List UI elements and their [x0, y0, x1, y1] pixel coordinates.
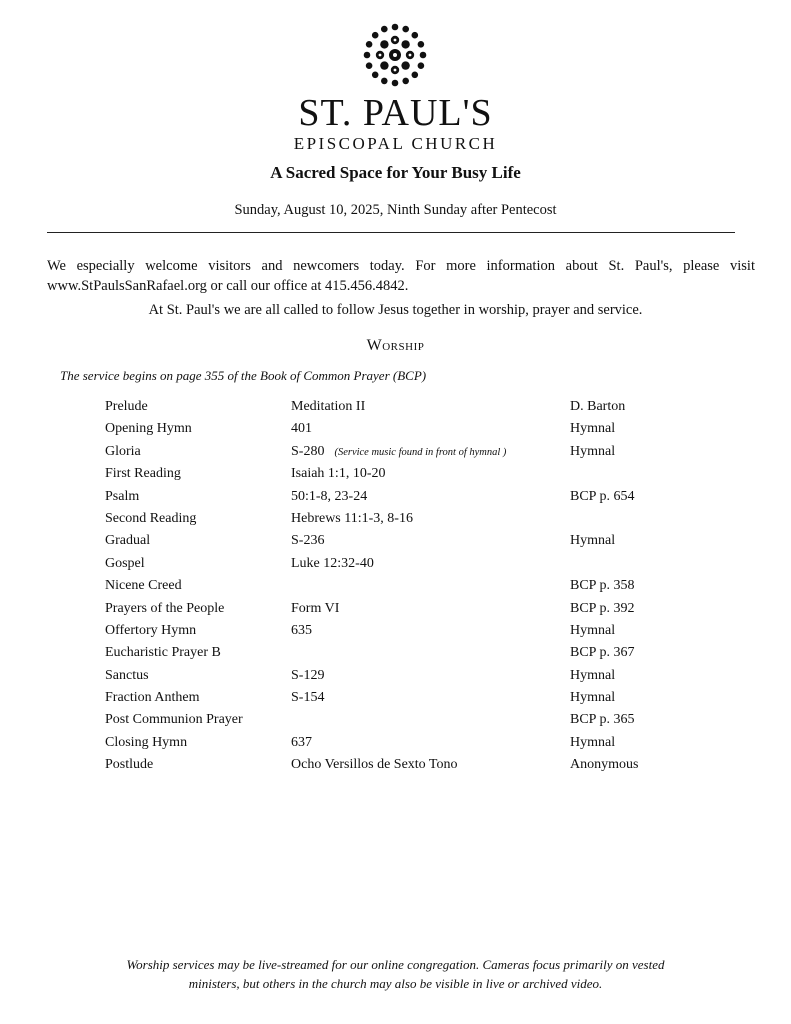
service-part: First Reading: [105, 466, 181, 482]
service-detail: [291, 418, 312, 440]
service-row: [105, 732, 705, 754]
service-row: [105, 508, 705, 530]
service-part: Post Communion Prayer: [105, 712, 243, 728]
service-source: Hymnal: [570, 443, 616, 459]
service-detail: [291, 598, 339, 620]
detail-text: Luke 12:32-40: [291, 555, 374, 571]
service-detail: [291, 553, 374, 575]
service-source: Hymnal: [570, 734, 616, 750]
service-part: Prayers of the People: [105, 600, 225, 616]
service-row: [105, 486, 705, 508]
detail-text: Meditation II: [291, 399, 366, 414]
tagline: A Sacred Space for Your Busy Life: [270, 163, 521, 182]
service-part: Fraction Anthem: [105, 690, 200, 706]
service-part: Psalm: [105, 488, 140, 504]
service-source: Hymnal: [570, 690, 616, 706]
divider: [47, 232, 735, 233]
service-part: Sanctus: [105, 667, 149, 683]
detail-text: Ocho Versillos de Sexto Tono: [291, 757, 458, 773]
service-part: Gloria: [105, 443, 141, 459]
service-part: Postlude: [105, 757, 154, 773]
detail-text: S-236: [291, 533, 325, 549]
service-source: BCP p. 358: [570, 578, 635, 594]
detail-text: 50:1-8, 23-24: [291, 488, 368, 504]
service-detail: [291, 665, 324, 687]
service-row: [105, 530, 705, 552]
service-detail: [291, 486, 367, 508]
church-subtitle: EPISCOPAL CHURCH: [293, 134, 498, 153]
service-source: Hymnal: [570, 622, 616, 638]
service-source: BCP p. 392: [570, 600, 635, 616]
service-row: [105, 665, 705, 687]
detail-text: 635: [291, 622, 312, 638]
service-part: Nicene Creed: [105, 578, 182, 594]
service-source: Hymnal: [570, 667, 616, 683]
detail-text: 401: [291, 421, 312, 437]
service-source: BCP p. 365: [570, 712, 635, 728]
service-row: [105, 642, 705, 664]
detail-text: S-129: [291, 667, 325, 683]
service-detail: [291, 463, 385, 485]
service-row: [105, 754, 705, 776]
service-row: [105, 575, 705, 597]
detail-text: S-154: [291, 690, 325, 706]
service-part: Closing Hymn: [105, 734, 188, 750]
service-part: Second Reading: [105, 510, 197, 526]
service-detail: [291, 396, 365, 418]
detail-text: Form VI: [291, 600, 340, 616]
rose-window-logo: [362, 22, 428, 88]
service-source: BCP p. 367: [570, 645, 635, 661]
service-part: Gospel: [105, 555, 145, 571]
service-row: [105, 687, 705, 709]
detail-text: 637: [291, 734, 312, 750]
service-part: Eucharistic Prayer B: [105, 645, 221, 661]
service-detail: [291, 530, 324, 552]
service-part: Opening Hymn: [105, 421, 192, 437]
service-detail: [291, 687, 324, 709]
service-part: Offertory Hymn: [105, 622, 197, 638]
service-detail: [291, 508, 413, 530]
service-intro: The service begins on page 355 of the Book of Common Prayer (BCP): [60, 368, 427, 383]
service-source: Hymnal: [570, 533, 616, 549]
service-detail: [291, 441, 506, 464]
service-part: Gradual: [105, 533, 151, 549]
service-row: [105, 441, 705, 463]
service-source: Anonymous: [570, 757, 639, 773]
service-row: [105, 418, 705, 440]
service-note: (Service music found in front of hymnal ): [334, 446, 507, 458]
service-row: [105, 620, 705, 642]
mission-statement: At St. Paul's we are all called to follow Jesus together in worship, prayer and service.: [148, 302, 643, 318]
detail-text: Hebrews 11:1-3, 8-16: [291, 510, 413, 526]
service-row: [105, 709, 705, 731]
service-detail: [291, 754, 458, 776]
welcome-paragraph: We especially welcome visitors and newcomers today. For more information about St. Paul's, please visit www.StPaulsSanRafael.org or call our office at 415.456.4842.: [47, 258, 755, 294]
service-row: [105, 396, 705, 418]
worship-heading: Worship: [366, 337, 425, 354]
service-source: BCP p. 654: [570, 488, 635, 504]
service-detail: [291, 620, 312, 642]
service-detail: [291, 732, 312, 754]
service-source: D. Barton: [570, 399, 626, 414]
detail-text: Isaiah 1:1, 10-20: [291, 466, 386, 482]
service-row: [105, 553, 705, 575]
order-of-service: [105, 396, 705, 777]
service-source: Hymnal: [570, 421, 616, 437]
service-row: [105, 598, 705, 620]
livestream-notice: Worship services may be live-streamed for our online congregation. Cameras focus primarily on vested ministers, but others in the church may also be visible in live or archived video.: [126, 957, 665, 991]
service-date: Sunday, August 10, 2025, Ninth Sunday after Pentecost: [234, 202, 557, 218]
church-name: ST. PAUL'S: [298, 92, 493, 134]
service-part: Prelude: [105, 399, 148, 414]
service-row: [105, 463, 705, 485]
detail-text: S-280: [291, 443, 325, 459]
